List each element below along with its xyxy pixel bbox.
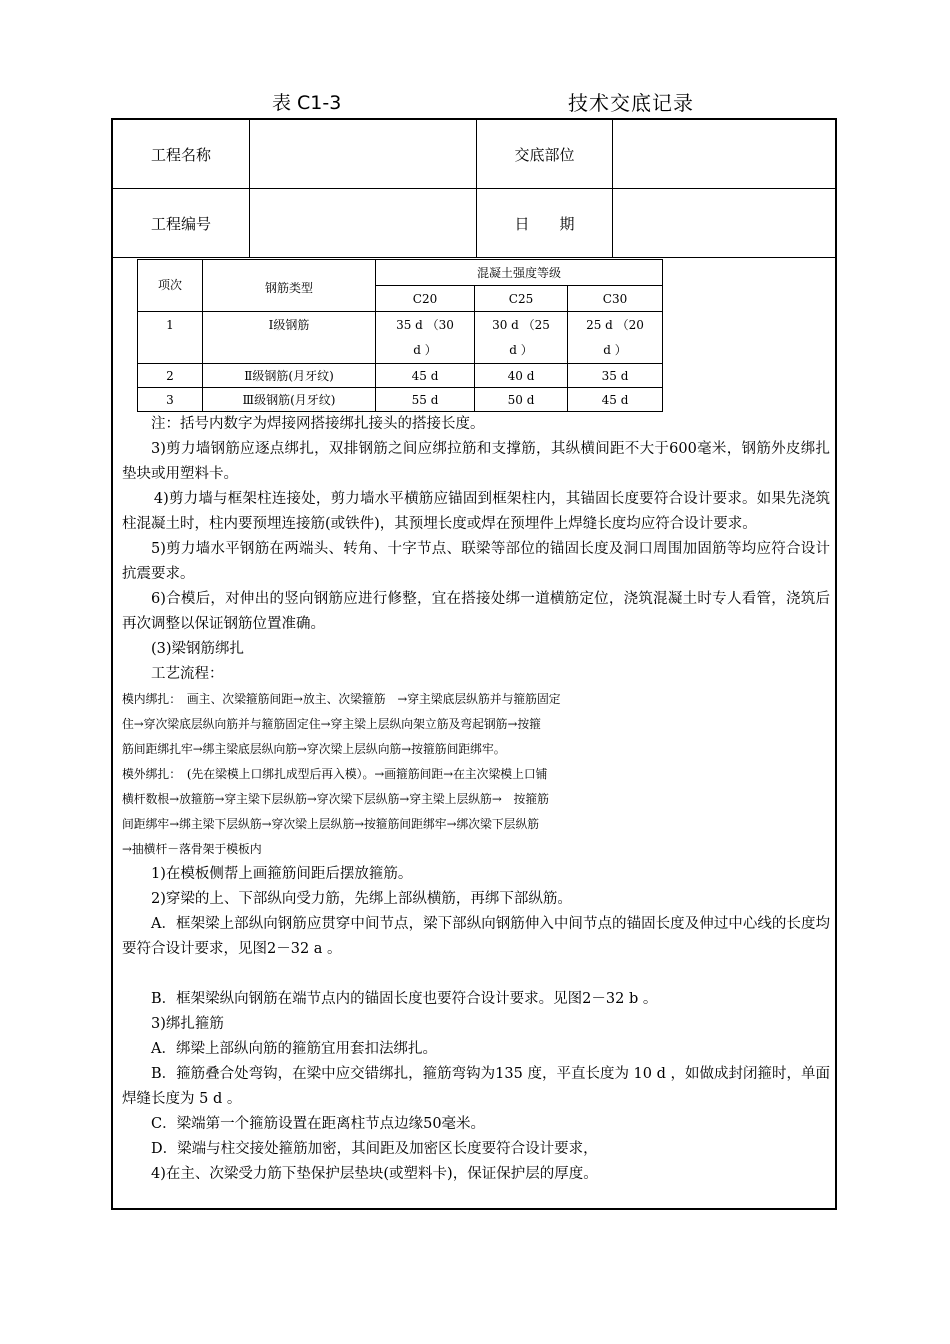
cell-value: 30 d （25: [492, 318, 550, 332]
grade-c25: C25: [508, 292, 534, 306]
paragraph: 2)穿梁的上、下部纵向受力筋，先绑上部纵横筋，再绑下部纵筋。: [151, 891, 572, 907]
date-field[interactable]: [613, 189, 835, 257]
cell-value: 45 d: [411, 369, 439, 383]
paragraph: 4)在主、次梁受力筋下垫保护层垫块(或塑料卡)，保证保护层的厚度。: [151, 1166, 598, 1182]
cell-value: 55 d: [411, 393, 439, 407]
disclosure-content: [122, 412, 830, 1187]
date-label: 日 期: [514, 214, 575, 233]
cell-value: 45 d: [601, 393, 629, 407]
page-title: 技术交底记录: [568, 91, 694, 115]
cell-value: d ）: [413, 343, 437, 357]
cell-value: 25 d （20: [586, 318, 644, 332]
location-field[interactable]: [613, 120, 835, 188]
flow-line: 模内绑扎： 画主、次梁箍筋间距→放主、次梁箍筋 →穿主梁底层纵筋并与箍筋固定: [122, 692, 561, 706]
paragraph: C．梁端第一个箍筋设置在距离柱节点边缘50毫米。: [151, 1116, 486, 1132]
location-label: 交底部位: [514, 145, 575, 164]
table-note: 注：括号内数字为焊接网搭接绑扎接头的搭接长度。: [151, 416, 485, 432]
paragraph: 3)剪力墙钢筋应逐点绑扎，双排钢筋之间应绑拉筋和支撑筋，其纵横间距不大于600毫米，钢筋外皮绑扎垫块或用塑料卡。: [122, 441, 830, 482]
flow-line: 模外绑扎： (先在梁模上口绑扎成型后再入模）。→画箍筋间距→在主次梁模上口铺: [122, 767, 548, 781]
paragraph: 6)合模后，对伸出的竖向钢筋应进行修整，宜在搭接处绑一道横筋定位，浇筑混凝土时专人看管，浇筑后再次调整以保证钢筋位置准确。: [122, 591, 830, 632]
flow-line: 横杆数根→放箍筋→穿主梁下层纵筋→穿次梁下层纵筋→穿主梁上层纵筋→ 按箍筋: [122, 792, 549, 806]
process-heading: 工艺流程：: [151, 666, 224, 682]
flow-line: 住→穿次梁底层纵向筋并与箍筋固定住→穿主梁上层纵向架立筋及弯起钢筋→按箍: [122, 717, 541, 731]
paragraph: 5)剪力墙水平钢筋在两端头、转角、十字节点、联梁等部位的锚固长度及洞口周围加固筋等均应符合设计抗震要求。: [122, 541, 830, 582]
row-no: 2: [166, 369, 174, 383]
flow-line: 间距绑牢→绑主梁下层纵筋→穿次梁上层纵筋→按箍筋间距绑牢→绑次梁下层纵筋: [122, 817, 540, 831]
paragraph: 3)绑扎箍筋: [151, 1016, 224, 1032]
form-number: 表 C1-3: [272, 92, 342, 114]
spacer: [122, 962, 830, 987]
section-heading: (3)梁钢筋绑扎: [151, 641, 245, 657]
row-type: Ⅰ级钢筋: [268, 318, 310, 332]
cell-value: 40 d: [507, 369, 535, 383]
grade-c30: C30: [602, 292, 628, 306]
divider: [113, 257, 835, 258]
project-name-label: 工程名称: [150, 145, 211, 164]
column-header-type: 钢筋类型: [264, 281, 313, 295]
row-type: Ⅲ级钢筋(月牙纹): [242, 393, 336, 407]
flow-line: →抽横杆－落骨架于模板内: [122, 842, 262, 856]
project-number-label: 工程编号: [150, 214, 211, 233]
row-no: 1: [166, 318, 174, 332]
column-header-item: 项次: [157, 278, 182, 292]
paragraph: 4)剪力墙与框架柱连接处，剪力墙水平横筋应锚固到框架柱内，其锚固长度要符合设计要求。如果先浇筑柱混凝土时，柱内要预埋连接筋(或铁件)，其预埋长度或焊在预埋件上焊缝长度均应符合设计要求。: [122, 491, 830, 532]
paragraph: A．绑梁上部纵向筋的箍筋宜用套扣法绑扎。: [151, 1041, 437, 1057]
flow-line: 筋间距绑扎牢→绑主梁底层纵向筋→穿次梁上层纵向筋→按箍筋间距绑牢。: [122, 742, 506, 756]
paragraph: 1)在模板侧帮上画箍筋间距后摆放箍筋。: [151, 866, 413, 882]
column-header-grade: 混凝土强度等级: [476, 266, 561, 280]
cell-value: 35 d （30: [396, 318, 454, 332]
paragraph: A．框架梁上部纵向钢筋应贯穿中间节点，梁下部纵向钢筋伸入中间节点的锚固长度及伸过中心线的长度均要符合设计要求，见图2－32 a 。: [122, 916, 830, 957]
row-no: 3: [166, 393, 174, 407]
paragraph: B．箍筋叠合处弯钩，在梁中应交错绑扎，箍筋弯钩为135 度，平直长度为 10 d ，如做成封闭箍时，单面焊缝长度为 5 d 。: [122, 1066, 830, 1107]
cell-value: 50 d: [507, 393, 535, 407]
cell-value: d ）: [603, 343, 627, 357]
project-number-field[interactable]: [250, 189, 476, 257]
cell-value: d ）: [509, 343, 533, 357]
row-type: Ⅱ级钢筋(月牙纹): [244, 369, 334, 383]
paragraph: D．梁端与柱交接处箍筋加密，其间距及加密区长度要符合设计要求，: [151, 1141, 598, 1157]
paragraph: B．框架梁纵向钢筋在端节点内的锚固长度也要符合设计要求。见图2－32 b 。: [151, 991, 658, 1007]
cell-value: 35 d: [601, 369, 629, 383]
project-name-field[interactable]: [250, 120, 476, 188]
grade-c20: C20: [412, 292, 438, 306]
lap-length-table: [137, 259, 663, 412]
